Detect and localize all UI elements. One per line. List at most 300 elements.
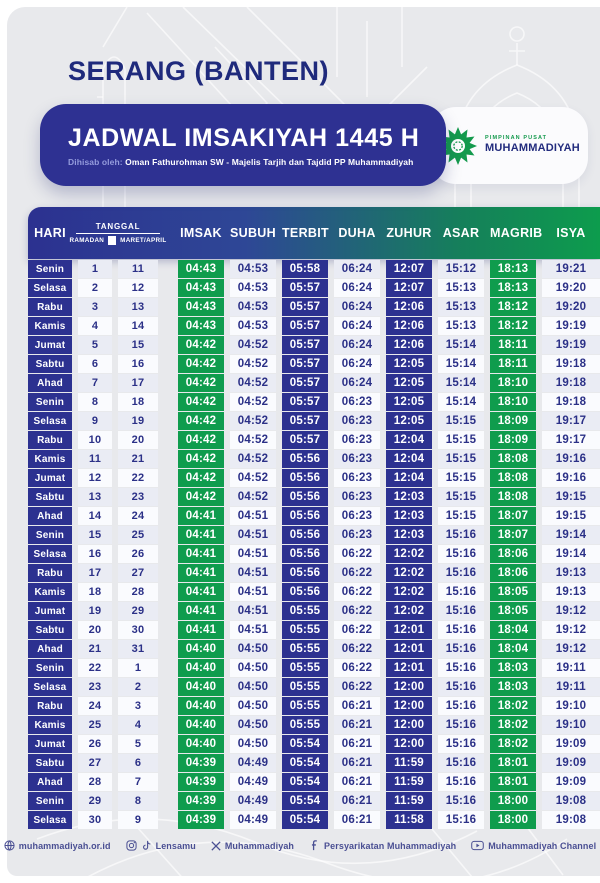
- time-cell-zuhur: 12:03: [386, 526, 432, 544]
- table-row: [28, 640, 600, 658]
- footer-item-label: Lensamu: [155, 840, 196, 851]
- day-cell: Selasa: [28, 412, 72, 430]
- time-cell-magrib: 18:12: [490, 317, 536, 335]
- time-cell-asar: 15:16: [438, 564, 484, 582]
- time-cell-terbit: 05:57: [282, 355, 328, 373]
- row-spacer: [164, 507, 172, 525]
- time-cell-duha: 06:22: [334, 621, 380, 639]
- time-cell-imsak: 04:41: [178, 583, 224, 601]
- maret-cell: 27: [118, 564, 158, 582]
- time-cell-zuhur: 12:02: [386, 602, 432, 620]
- time-cell-imsak: 04:41: [178, 545, 224, 563]
- time-cell-duha: 06:21: [334, 735, 380, 753]
- time-cell-asar: 15:13: [438, 317, 484, 335]
- ramadan-cell: 27: [78, 754, 112, 772]
- time-cell-subuh: 04:52: [230, 393, 276, 411]
- time-cell-magrib: 18:00: [490, 811, 536, 829]
- time-cell-subuh: 04:49: [230, 792, 276, 810]
- time-cell-imsak: 04:40: [178, 716, 224, 734]
- time-cell-imsak: 04:42: [178, 431, 224, 449]
- time-cell-terbit: 05:57: [282, 279, 328, 297]
- time-cell-terbit: 05:55: [282, 716, 328, 734]
- time-cell-subuh: 04:52: [230, 431, 276, 449]
- maret-cell: 9: [118, 811, 158, 829]
- time-cell-subuh: 04:50: [230, 716, 276, 734]
- time-cell-subuh: 04:49: [230, 811, 276, 829]
- time-cell-magrib: 18:09: [490, 412, 536, 430]
- time-cell-asar: 15:16: [438, 659, 484, 677]
- row-spacer: [164, 621, 172, 639]
- day-cell: Kamis: [28, 317, 72, 335]
- time-cell-duha: 06:24: [334, 279, 380, 297]
- time-cell-isya: 19:09: [542, 754, 600, 772]
- time-cell-duha: 06:23: [334, 431, 380, 449]
- time-cell-zuhur: 12:07: [386, 260, 432, 278]
- time-cell-magrib: 18:07: [490, 507, 536, 525]
- footer-item[interactable]: [211, 841, 294, 851]
- row-spacer: [164, 716, 172, 734]
- time-cell-duha: 06:23: [334, 526, 380, 544]
- time-cell-terbit: 05:55: [282, 678, 328, 696]
- time-cell-terbit: 05:54: [282, 811, 328, 829]
- day-cell: Sabtu: [28, 754, 72, 772]
- time-cell-duha: 06:23: [334, 507, 380, 525]
- ramadan-cell: 8: [78, 393, 112, 411]
- ramadan-cell: 19: [78, 602, 112, 620]
- time-cell-magrib: 18:13: [490, 260, 536, 278]
- time-cell-zuhur: 12:01: [386, 621, 432, 639]
- time-cell-imsak: 04:40: [178, 735, 224, 753]
- time-cell-subuh: 04:53: [230, 298, 276, 316]
- time-cell-asar: 15:16: [438, 583, 484, 601]
- table-row: [28, 279, 600, 297]
- day-cell: Selasa: [28, 545, 72, 563]
- footer-item[interactable]: [471, 840, 596, 851]
- time-cell-duha: 06:22: [334, 659, 380, 677]
- table-row: [28, 716, 600, 734]
- day-cell: Sabtu: [28, 488, 72, 506]
- ramadan-cell: 17: [78, 564, 112, 582]
- time-cell-asar: 15:16: [438, 754, 484, 772]
- day-cell: Ahad: [28, 773, 72, 791]
- time-cell-subuh: 04:51: [230, 583, 276, 601]
- header-duha: DUHA: [338, 226, 376, 240]
- time-cell-isya: 19:15: [542, 488, 600, 506]
- time-cell-asar: 15:16: [438, 792, 484, 810]
- row-spacer: [164, 773, 172, 791]
- ramadan-cell: 4: [78, 317, 112, 335]
- time-cell-asar: 15:16: [438, 640, 484, 658]
- time-cell-terbit: 05:55: [282, 621, 328, 639]
- time-cell-asar: 15:14: [438, 374, 484, 392]
- row-spacer: [164, 697, 172, 715]
- ramadan-cell: 23: [78, 678, 112, 696]
- time-cell-subuh: 04:52: [230, 355, 276, 373]
- time-cell-terbit: 05:56: [282, 564, 328, 582]
- muhammadiyah-logo-card: [430, 107, 588, 184]
- time-cell-asar: 15:13: [438, 279, 484, 297]
- time-cell-asar: 15:14: [438, 393, 484, 411]
- day-cell: Kamis: [28, 583, 72, 601]
- time-cell-isya: 19:18: [542, 355, 600, 373]
- time-cell-subuh: 04:52: [230, 450, 276, 468]
- ramadan-cell: 14: [78, 507, 112, 525]
- table-row: [28, 374, 600, 392]
- time-cell-isya: 19:18: [542, 374, 600, 392]
- row-spacer: [164, 355, 172, 373]
- table-row: [28, 355, 600, 373]
- tanggal-vertical-divider: [108, 236, 116, 245]
- time-cell-imsak: 04:42: [178, 450, 224, 468]
- time-cell-imsak: 04:42: [178, 355, 224, 373]
- time-cell-duha: 06:24: [334, 317, 380, 335]
- time-cell-subuh: 04:53: [230, 317, 276, 335]
- time-cell-magrib: 18:10: [490, 393, 536, 411]
- table-row: [28, 811, 600, 829]
- time-cell-magrib: 18:06: [490, 545, 536, 563]
- time-cell-subuh: 04:51: [230, 564, 276, 582]
- maret-cell: 24: [118, 507, 158, 525]
- day-cell: Senin: [28, 659, 72, 677]
- time-cell-magrib: 18:05: [490, 602, 536, 620]
- time-cell-imsak: 04:41: [178, 621, 224, 639]
- time-cell-magrib: 18:06: [490, 564, 536, 582]
- time-cell-asar: 15:13: [438, 298, 484, 316]
- maret-cell: 19: [118, 412, 158, 430]
- time-cell-zuhur: 12:06: [386, 298, 432, 316]
- maret-cell: 15: [118, 336, 158, 354]
- time-cell-terbit: 05:56: [282, 488, 328, 506]
- row-spacer: [164, 450, 172, 468]
- row-spacer: [164, 526, 172, 544]
- footer-item[interactable]: [126, 840, 196, 851]
- time-cell-subuh: 04:52: [230, 469, 276, 487]
- time-cell-imsak: 04:40: [178, 697, 224, 715]
- table-row: [28, 526, 600, 544]
- time-cell-zuhur: 11:59: [386, 773, 432, 791]
- ramadan-cell: 12: [78, 469, 112, 487]
- time-cell-terbit: 05:57: [282, 412, 328, 430]
- row-spacer: [164, 564, 172, 582]
- time-cell-subuh: 04:50: [230, 678, 276, 696]
- time-cell-magrib: 18:09: [490, 431, 536, 449]
- time-cell-imsak: 04:43: [178, 298, 224, 316]
- time-cell-terbit: 05:56: [282, 469, 328, 487]
- time-cell-terbit: 05:58: [282, 260, 328, 278]
- time-cell-terbit: 05:56: [282, 545, 328, 563]
- time-cell-magrib: 18:01: [490, 754, 536, 772]
- time-cell-magrib: 18:01: [490, 773, 536, 791]
- time-cell-duha: 06:22: [334, 678, 380, 696]
- row-spacer: [164, 545, 172, 563]
- time-cell-subuh: 04:51: [230, 621, 276, 639]
- day-cell: Rabu: [28, 697, 72, 715]
- ramadan-cell: 21: [78, 640, 112, 658]
- time-cell-asar: 15:15: [438, 450, 484, 468]
- header-asar: ASAR: [442, 226, 480, 240]
- subtitle-prefix: Dihisab oleh:: [68, 156, 123, 167]
- time-cell-imsak: 04:42: [178, 336, 224, 354]
- row-spacer: [164, 469, 172, 487]
- time-cell-isya: 19:20: [542, 279, 600, 297]
- maret-cell: 28: [118, 583, 158, 601]
- time-cell-magrib: 18:08: [490, 450, 536, 468]
- time-cell-subuh: 04:51: [230, 526, 276, 544]
- day-cell: Selasa: [28, 678, 72, 696]
- footer-item-label: Muhammadiyah: [224, 840, 295, 851]
- time-cell-magrib: 18:13: [490, 279, 536, 297]
- time-cell-asar: 15:16: [438, 697, 484, 715]
- time-cell-subuh: 04:51: [230, 507, 276, 525]
- table-row: [28, 735, 600, 753]
- row-spacer: [164, 678, 172, 696]
- maret-cell: 6: [118, 754, 158, 772]
- ramadan-cell: 13: [78, 488, 112, 506]
- time-cell-magrib: 18:00: [490, 792, 536, 810]
- time-cell-isya: 19:13: [542, 564, 600, 582]
- time-cell-isya: 19:14: [542, 526, 600, 544]
- time-cell-asar: 15:15: [438, 507, 484, 525]
- footer-item-label: muhammadiyah.or.id: [18, 840, 111, 851]
- time-cell-imsak: 04:40: [178, 640, 224, 658]
- maret-cell: 16: [118, 355, 158, 373]
- maret-cell: 30: [118, 621, 158, 639]
- time-cell-zuhur: 12:07: [386, 279, 432, 297]
- time-cell-magrib: 18:02: [490, 716, 536, 734]
- time-cell-imsak: 04:42: [178, 469, 224, 487]
- time-cell-asar: 15:16: [438, 773, 484, 791]
- row-spacer: [164, 488, 172, 506]
- maret-cell: 7: [118, 773, 158, 791]
- table-row: [28, 450, 600, 468]
- maret-cell: 8: [118, 792, 158, 810]
- maret-cell: 11: [118, 260, 158, 278]
- maret-cell: 5: [118, 735, 158, 753]
- table-row: [28, 317, 600, 335]
- time-cell-duha: 06:21: [334, 754, 380, 772]
- day-cell: Sabtu: [28, 355, 72, 373]
- time-cell-duha: 06:24: [334, 298, 380, 316]
- row-spacer: [164, 260, 172, 278]
- time-cell-isya: 19:11: [542, 678, 600, 696]
- footer-item[interactable]: [309, 840, 456, 851]
- time-cell-terbit: 05:56: [282, 526, 328, 544]
- time-cell-imsak: 04:40: [178, 678, 224, 696]
- time-cell-isya: 19:09: [542, 735, 600, 753]
- time-cell-isya: 19:12: [542, 621, 600, 639]
- title-banner: [40, 104, 446, 186]
- time-cell-subuh: 04:51: [230, 545, 276, 563]
- logo-org-line2: MUHAMMADIYAH: [485, 142, 580, 155]
- time-cell-terbit: 05:56: [282, 583, 328, 601]
- time-cell-duha: 06:22: [334, 545, 380, 563]
- header-tanggal-group: [69, 221, 167, 245]
- time-cell-asar: 15:16: [438, 811, 484, 829]
- time-cell-zuhur: 11:59: [386, 754, 432, 772]
- time-cell-asar: 15:15: [438, 469, 484, 487]
- time-cell-imsak: 04:42: [178, 488, 224, 506]
- ramadan-cell: 5: [78, 336, 112, 354]
- ramadan-cell: 16: [78, 545, 112, 563]
- table-row: [28, 431, 600, 449]
- header-imsak: IMSAK: [180, 226, 222, 240]
- time-cell-terbit: 05:54: [282, 773, 328, 791]
- day-cell: Ahad: [28, 640, 72, 658]
- time-cell-terbit: 05:57: [282, 317, 328, 335]
- time-cell-duha: 06:23: [334, 450, 380, 468]
- time-cell-magrib: 18:08: [490, 488, 536, 506]
- ramadan-cell: 24: [78, 697, 112, 715]
- footer-item-label: Muhammadiyah Channel: [488, 840, 597, 851]
- x-icon: [211, 841, 221, 851]
- time-cell-imsak: 04:39: [178, 811, 224, 829]
- time-cell-terbit: 05:56: [282, 450, 328, 468]
- time-cell-isya: 19:14: [542, 545, 600, 563]
- row-spacer: [164, 754, 172, 772]
- time-cell-duha: 06:22: [334, 640, 380, 658]
- time-cell-duha: 06:23: [334, 412, 380, 430]
- day-cell: Jumat: [28, 602, 72, 620]
- day-cell: Senin: [28, 526, 72, 544]
- time-cell-magrib: 18:07: [490, 526, 536, 544]
- time-cell-duha: 06:21: [334, 792, 380, 810]
- table-row: [28, 602, 600, 620]
- time-cell-imsak: 04:39: [178, 754, 224, 772]
- time-cell-duha: 06:24: [334, 260, 380, 278]
- time-cell-magrib: 18:11: [490, 355, 536, 373]
- time-cell-subuh: 04:49: [230, 754, 276, 772]
- header-magrib: MAGRIB: [490, 226, 543, 240]
- day-cell: Senin: [28, 792, 72, 810]
- time-cell-asar: 15:14: [438, 336, 484, 354]
- time-cell-terbit: 05:55: [282, 602, 328, 620]
- table-row: [28, 393, 600, 411]
- time-cell-zuhur: 12:05: [386, 412, 432, 430]
- time-cell-isya: 19:19: [542, 317, 600, 335]
- table-row: [28, 336, 600, 354]
- maret-cell: 23: [118, 488, 158, 506]
- time-cell-isya: 19:08: [542, 811, 600, 829]
- ramadan-cell: 30: [78, 811, 112, 829]
- time-cell-subuh: 04:52: [230, 412, 276, 430]
- time-cell-asar: 15:16: [438, 735, 484, 753]
- time-cell-terbit: 05:57: [282, 336, 328, 354]
- time-cell-magrib: 18:11: [490, 336, 536, 354]
- ramadan-cell: 11: [78, 450, 112, 468]
- day-cell: Rabu: [28, 564, 72, 582]
- time-cell-asar: 15:16: [438, 602, 484, 620]
- time-cell-asar: 15:15: [438, 488, 484, 506]
- schedule-table: [28, 207, 600, 829]
- time-cell-isya: 19:09: [542, 773, 600, 791]
- maret-cell: 29: [118, 602, 158, 620]
- time-cell-zuhur: 12:01: [386, 659, 432, 677]
- table-header: [28, 207, 600, 259]
- header-isya: ISYA: [556, 226, 586, 240]
- time-cell-duha: 06:22: [334, 564, 380, 582]
- footer-item[interactable]: [4, 840, 111, 851]
- ramadan-cell: 15: [78, 526, 112, 544]
- row-spacer: [164, 393, 172, 411]
- day-cell: Kamis: [28, 450, 72, 468]
- table-row: [28, 773, 600, 791]
- day-cell: Rabu: [28, 298, 72, 316]
- tanggal-divider: [76, 233, 159, 234]
- time-cell-duha: 06:24: [334, 355, 380, 373]
- time-cell-magrib: 18:04: [490, 640, 536, 658]
- time-cell-subuh: 04:52: [230, 488, 276, 506]
- row-spacer: [164, 374, 172, 392]
- row-spacer: [164, 659, 172, 677]
- time-cell-duha: 06:24: [334, 336, 380, 354]
- time-cell-imsak: 04:43: [178, 317, 224, 335]
- ramadan-cell: 1: [78, 260, 112, 278]
- subtitle-name: Oman Fathurohman SW - Majelis Tarjih dan Tajdid PP Muhammadiyah: [125, 156, 414, 167]
- time-cell-asar: 15:15: [438, 431, 484, 449]
- day-cell: Sabtu: [28, 621, 72, 639]
- time-cell-duha: 06:21: [334, 773, 380, 791]
- banner-title: JADWAL IMSAKIYAH 1445 H: [68, 123, 420, 152]
- ramadan-cell: 29: [78, 792, 112, 810]
- time-cell-zuhur: 12:02: [386, 564, 432, 582]
- time-cell-zuhur: 12:04: [386, 469, 432, 487]
- time-cell-subuh: 04:50: [230, 640, 276, 658]
- maret-cell: 22: [118, 469, 158, 487]
- time-cell-imsak: 04:41: [178, 564, 224, 582]
- ramadan-cell: 26: [78, 735, 112, 753]
- header-zuhur: ZUHUR: [386, 226, 432, 240]
- ramadan-cell: 7: [78, 374, 112, 392]
- ramadan-cell: 18: [78, 583, 112, 601]
- time-cell-terbit: 05:57: [282, 431, 328, 449]
- day-cell: Senin: [28, 393, 72, 411]
- ramadan-cell: 6: [78, 355, 112, 373]
- time-cell-subuh: 04:51: [230, 602, 276, 620]
- time-cell-isya: 19:10: [542, 716, 600, 734]
- table-row: [28, 659, 600, 677]
- time-cell-terbit: 05:57: [282, 374, 328, 392]
- table-row: [28, 412, 600, 430]
- maret-cell: 4: [118, 716, 158, 734]
- ramadan-cell: 3: [78, 298, 112, 316]
- table-row: [28, 792, 600, 810]
- maret-cell: 17: [118, 374, 158, 392]
- day-cell: Senin: [28, 260, 72, 278]
- time-cell-terbit: 05:56: [282, 507, 328, 525]
- header-maret-april: MARET/APRIL: [120, 236, 167, 244]
- time-cell-isya: 19:16: [542, 469, 600, 487]
- time-cell-zuhur: 12:00: [386, 735, 432, 753]
- time-cell-duha: 06:24: [334, 374, 380, 392]
- table-row: [28, 507, 600, 525]
- time-cell-magrib: 18:05: [490, 583, 536, 601]
- time-cell-imsak: 04:42: [178, 412, 224, 430]
- time-cell-terbit: 05:57: [282, 298, 328, 316]
- time-cell-magrib: 18:08: [490, 469, 536, 487]
- time-cell-asar: 15:14: [438, 355, 484, 373]
- time-cell-isya: 19:18: [542, 393, 600, 411]
- table-row: [28, 488, 600, 506]
- table-row: [28, 678, 600, 696]
- time-cell-imsak: 04:42: [178, 374, 224, 392]
- ramadan-cell: 9: [78, 412, 112, 430]
- row-spacer: [164, 735, 172, 753]
- time-cell-asar: 15:12: [438, 260, 484, 278]
- row-spacer: [164, 412, 172, 430]
- time-cell-magrib: 18:03: [490, 659, 536, 677]
- time-cell-subuh: 04:49: [230, 773, 276, 791]
- maret-cell: 13: [118, 298, 158, 316]
